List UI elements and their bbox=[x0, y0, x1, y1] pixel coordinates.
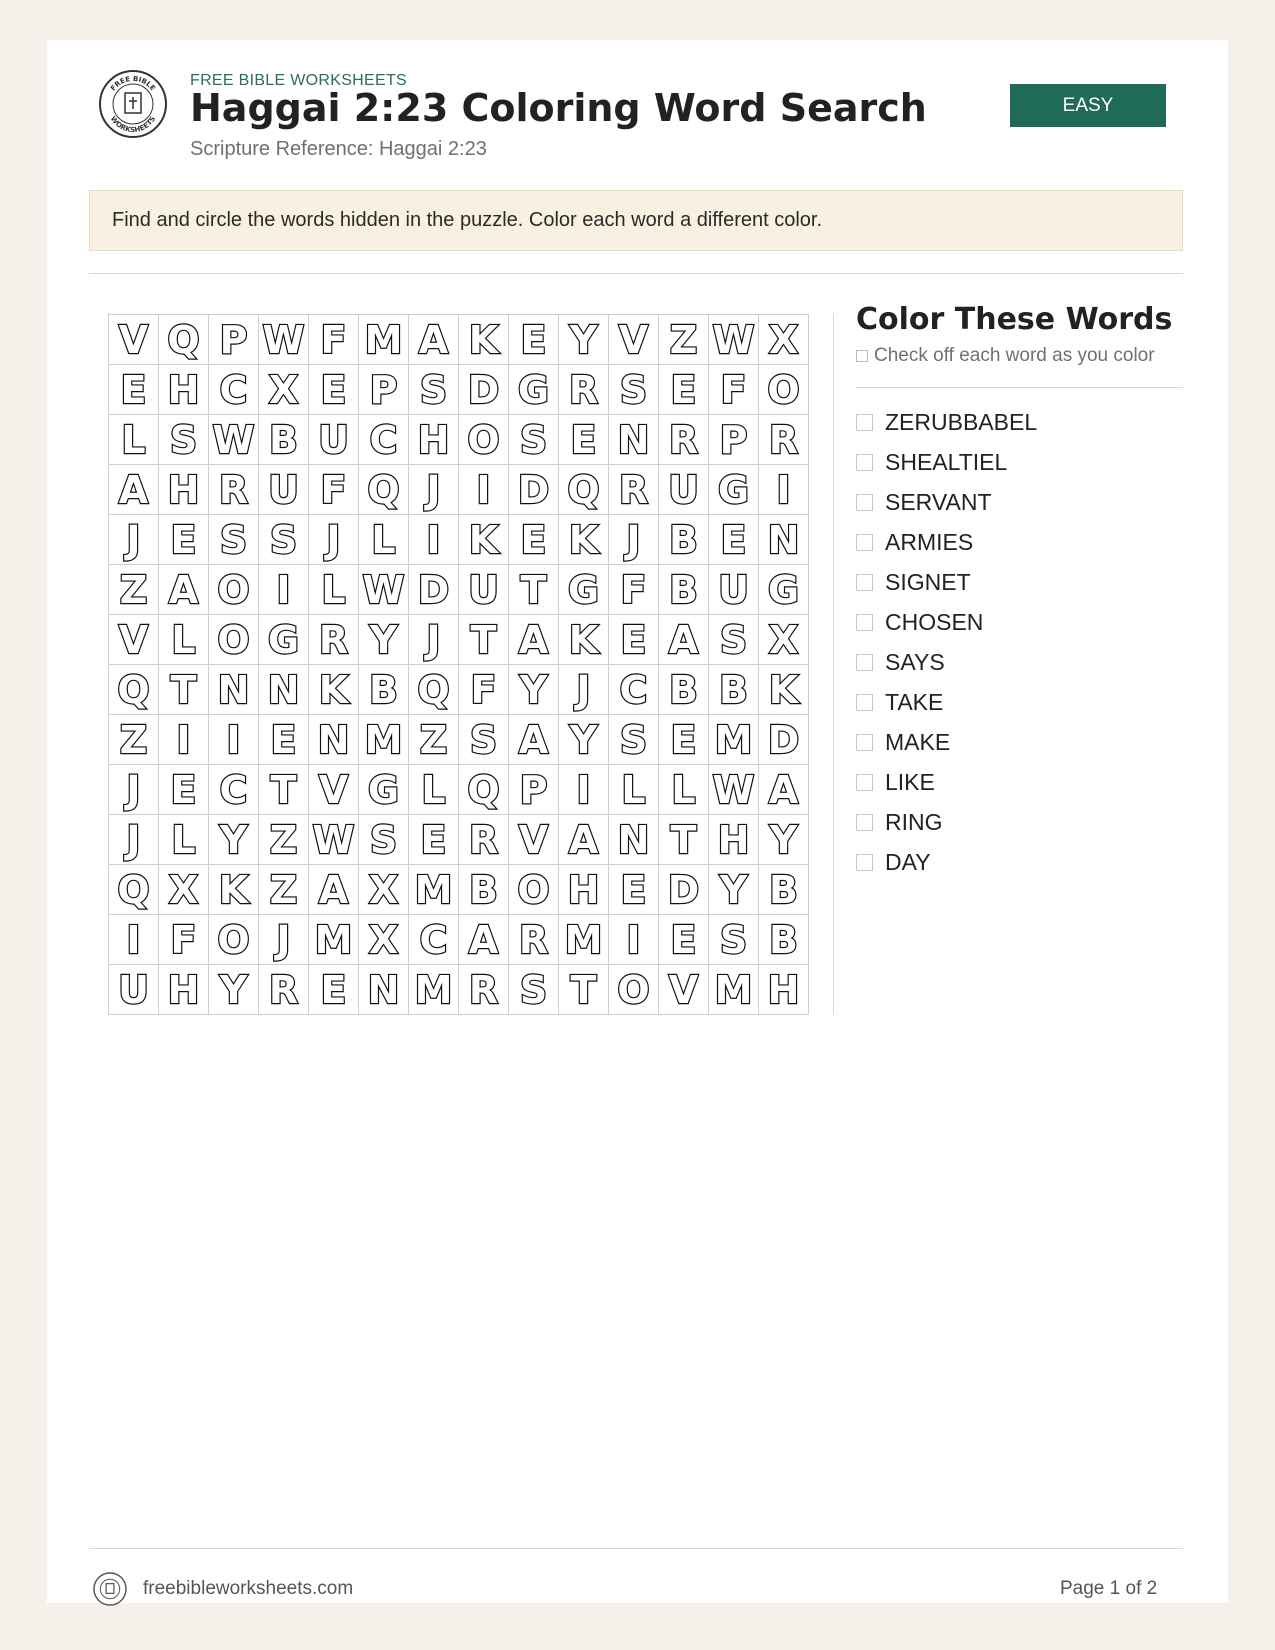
word-item[interactable] bbox=[856, 762, 1037, 802]
grid-cell[interactable]: R bbox=[459, 965, 509, 1015]
grid-cell[interactable]: F bbox=[459, 665, 509, 715]
scripture-reference: Scripture Reference: Haggai 2:23 bbox=[190, 138, 487, 160]
grid-cell[interactable]: Z bbox=[259, 865, 309, 915]
grid-cell[interactable]: A bbox=[559, 815, 609, 865]
grid-cell[interactable]: D bbox=[409, 565, 459, 615]
grid-cell[interactable]: M bbox=[359, 315, 409, 365]
grid-cell[interactable]: O bbox=[759, 365, 809, 415]
grid-cell[interactable]: E bbox=[159, 515, 209, 565]
grid-cell[interactable]: U bbox=[259, 465, 309, 515]
grid-cell[interactable]: E bbox=[109, 365, 159, 415]
grid-cell[interactable]: O bbox=[459, 415, 509, 465]
grid-cell[interactable]: O bbox=[509, 865, 559, 915]
grid-cell[interactable]: B bbox=[659, 515, 709, 565]
logo-bible-icon bbox=[98, 69, 168, 139]
grid-cell[interactable]: M bbox=[359, 715, 409, 765]
grid-cell[interactable]: P bbox=[509, 765, 559, 815]
grid-cell[interactable]: V bbox=[109, 615, 159, 665]
grid-cell[interactable]: E bbox=[259, 715, 309, 765]
grid-cell[interactable]: H bbox=[759, 965, 809, 1015]
grid-cell[interactable]: O bbox=[209, 615, 259, 665]
page-title: Haggai 2:23 Coloring Word Search bbox=[190, 86, 927, 130]
grid-cell[interactable]: O bbox=[609, 965, 659, 1015]
grid-cell[interactable]: T bbox=[509, 565, 559, 615]
grid-cell[interactable]: P bbox=[709, 415, 759, 465]
grid-cell[interactable]: P bbox=[209, 315, 259, 365]
grid-cell[interactable]: Z bbox=[109, 565, 159, 615]
word-item[interactable] bbox=[856, 562, 1037, 602]
word-label: DAY bbox=[885, 848, 931, 875]
grid-cell[interactable]: E bbox=[709, 515, 759, 565]
grid-cell[interactable]: I bbox=[759, 465, 809, 515]
grid-cell[interactable]: B bbox=[759, 915, 809, 965]
difficulty-badge: EASY bbox=[1010, 84, 1166, 127]
grid-cell[interactable]: C bbox=[209, 765, 259, 815]
grid-cell[interactable]: H bbox=[159, 465, 209, 515]
grid-cell[interactable]: B bbox=[659, 565, 709, 615]
word-item[interactable] bbox=[856, 722, 1037, 762]
grid-cell[interactable]: T bbox=[259, 765, 309, 815]
grid-cell[interactable]: J bbox=[259, 915, 309, 965]
grid-cell[interactable]: A bbox=[459, 915, 509, 965]
grid-cell[interactable]: H bbox=[159, 965, 209, 1015]
grid-cell[interactable]: L bbox=[109, 415, 159, 465]
word-bank-subtitle bbox=[856, 345, 1155, 367]
grid-cell[interactable]: L bbox=[359, 515, 409, 565]
grid-cell[interactable]: L bbox=[409, 765, 459, 815]
grid-cell[interactable]: J bbox=[609, 515, 659, 565]
word-bank-subtitle-text: Check off each word as you color bbox=[874, 345, 1155, 366]
grid-cell[interactable]: E bbox=[159, 765, 209, 815]
grid-cell[interactable]: I bbox=[459, 465, 509, 515]
grid-cell[interactable]: U bbox=[459, 565, 509, 615]
grid-cell[interactable]: M bbox=[709, 715, 759, 765]
grid-cell[interactable]: S bbox=[259, 515, 309, 565]
grid-cell[interactable]: R bbox=[759, 415, 809, 465]
grid-cell[interactable]: C bbox=[359, 415, 409, 465]
grid-cell[interactable]: K bbox=[559, 515, 609, 565]
worksheet-page bbox=[47, 40, 1228, 1603]
word-checkbox[interactable] bbox=[856, 574, 873, 591]
word-item[interactable] bbox=[856, 402, 1037, 442]
grid-cell[interactable]: B bbox=[709, 665, 759, 715]
grid-cell[interactable]: L bbox=[659, 765, 709, 815]
word-item[interactable] bbox=[856, 642, 1037, 682]
grid-cell[interactable]: F bbox=[309, 315, 359, 365]
grid-cell[interactable]: N bbox=[609, 815, 659, 865]
grid-cell[interactable]: S bbox=[609, 365, 659, 415]
grid-cell[interactable]: A bbox=[409, 315, 459, 365]
grid-cell[interactable]: D bbox=[659, 865, 709, 915]
grid-cell[interactable]: J bbox=[409, 465, 459, 515]
grid-cell[interactable]: I bbox=[209, 715, 259, 765]
grid-cell[interactable]: Y bbox=[709, 865, 759, 915]
grid-cell[interactable]: K bbox=[759, 665, 809, 715]
grid-cell[interactable]: Q bbox=[109, 865, 159, 915]
grid-cell[interactable]: Q bbox=[359, 465, 409, 515]
grid-cell[interactable]: M bbox=[309, 915, 359, 965]
footer-divider bbox=[89, 1548, 1183, 1549]
footer-logo-icon bbox=[93, 1572, 127, 1606]
word-label: RING bbox=[885, 808, 943, 835]
grid-cell[interactable]: A bbox=[109, 465, 159, 515]
grid-cell[interactable]: L bbox=[609, 765, 659, 815]
grid-cell[interactable]: N bbox=[359, 965, 409, 1015]
grid-cell[interactable]: X bbox=[259, 365, 309, 415]
grid-cell[interactable]: Z bbox=[409, 715, 459, 765]
grid-cell[interactable]: U bbox=[659, 465, 709, 515]
grid-cell[interactable]: R bbox=[559, 365, 609, 415]
grid-cell[interactable]: Q bbox=[409, 665, 459, 715]
grid-cell[interactable]: S bbox=[609, 715, 659, 765]
grid-cell[interactable]: T bbox=[659, 815, 709, 865]
grid-cell[interactable]: R bbox=[659, 415, 709, 465]
grid-cell[interactable]: E bbox=[309, 965, 359, 1015]
grid-cell[interactable]: Q bbox=[159, 315, 209, 365]
checkbox-icon bbox=[856, 350, 868, 362]
grid-cell[interactable]: U bbox=[309, 415, 359, 465]
grid-cell[interactable]: S bbox=[409, 365, 459, 415]
word-search-grid bbox=[108, 314, 809, 1015]
grid-cell[interactable]: B bbox=[659, 665, 709, 715]
word-checkbox[interactable] bbox=[856, 614, 873, 631]
word-checkbox[interactable] bbox=[856, 494, 873, 511]
word-bank-list bbox=[856, 402, 1037, 882]
grid-cell[interactable]: F bbox=[609, 565, 659, 615]
grid-cell[interactable]: A bbox=[759, 765, 809, 815]
grid-cell[interactable]: X bbox=[359, 865, 409, 915]
grid-cell[interactable]: V bbox=[609, 315, 659, 365]
grid-cell[interactable]: N bbox=[259, 665, 309, 715]
grid-cell[interactable]: N bbox=[309, 715, 359, 765]
footer-site: freebibleworksheets.com bbox=[143, 1578, 354, 1599]
grid-cell[interactable]: C bbox=[609, 665, 659, 715]
grid-cell[interactable]: T bbox=[159, 665, 209, 715]
grid-cell[interactable]: U bbox=[709, 565, 759, 615]
grid-cell[interactable]: Y bbox=[559, 315, 609, 365]
grid-cell[interactable]: N bbox=[759, 515, 809, 565]
grid-cell[interactable]: A bbox=[159, 565, 209, 615]
grid-cell[interactable]: I bbox=[159, 715, 209, 765]
word-label: CHOSEN bbox=[885, 608, 984, 635]
grid-cell[interactable]: W bbox=[709, 315, 759, 365]
grid-cell[interactable]: S bbox=[359, 815, 409, 865]
logo-text-bottom: WORKSHEETS bbox=[108, 114, 158, 135]
grid-cell[interactable]: M bbox=[409, 865, 459, 915]
word-checkbox[interactable] bbox=[856, 414, 873, 431]
grid-cell[interactable]: E bbox=[509, 515, 559, 565]
grid-cell[interactable]: J bbox=[559, 665, 609, 715]
grid-cell[interactable]: H bbox=[409, 415, 459, 465]
grid-cell[interactable]: Z bbox=[659, 315, 709, 365]
grid-cell[interactable]: V bbox=[509, 815, 559, 865]
grid-cell[interactable]: E bbox=[409, 815, 459, 865]
grid-cell[interactable]: A bbox=[509, 615, 559, 665]
grid-cell[interactable]: Z bbox=[109, 715, 159, 765]
grid-cell[interactable]: Q bbox=[559, 465, 609, 515]
word-label: ARMIES bbox=[885, 528, 974, 555]
grid-cell[interactable]: E bbox=[559, 415, 609, 465]
grid-cell[interactable]: C bbox=[409, 915, 459, 965]
grid-cell[interactable]: X bbox=[159, 865, 209, 915]
grid-cell[interactable]: W bbox=[359, 565, 409, 615]
grid-cell[interactable]: G bbox=[709, 465, 759, 515]
grid-cell[interactable]: N bbox=[609, 415, 659, 465]
logo-text-top: FREE BIBLE bbox=[109, 74, 157, 93]
grid-cell[interactable]: E bbox=[309, 365, 359, 415]
grid-cell[interactable]: F bbox=[709, 365, 759, 415]
grid-cell[interactable]: I bbox=[559, 765, 609, 815]
grid-cell[interactable]: Y bbox=[509, 665, 559, 715]
grid-cell[interactable]: X bbox=[359, 915, 409, 965]
grid-cell[interactable]: G bbox=[359, 765, 409, 815]
grid-cell[interactable]: M bbox=[709, 965, 759, 1015]
word-checkbox[interactable] bbox=[856, 814, 873, 831]
grid-cell[interactable]: G bbox=[259, 615, 309, 665]
word-label: SAYS bbox=[885, 648, 945, 675]
grid-cell[interactable]: B bbox=[759, 865, 809, 915]
grid-cell[interactable]: I bbox=[259, 565, 309, 615]
grid-cell[interactable]: E bbox=[659, 915, 709, 965]
grid-cell[interactable]: O bbox=[209, 565, 259, 615]
grid-cell[interactable]: S bbox=[159, 415, 209, 465]
grid-cell[interactable]: E bbox=[659, 365, 709, 415]
grid-cell[interactable]: R bbox=[309, 615, 359, 665]
grid-cell[interactable]: F bbox=[159, 915, 209, 965]
grid-cell[interactable]: L bbox=[159, 815, 209, 865]
grid-cell[interactable]: Z bbox=[259, 815, 309, 865]
grid-cell[interactable]: E bbox=[659, 715, 709, 765]
word-item[interactable] bbox=[856, 682, 1037, 722]
word-checkbox[interactable] bbox=[856, 454, 873, 471]
grid-cell[interactable]: D bbox=[459, 365, 509, 415]
grid-cell[interactable]: T bbox=[459, 615, 509, 665]
grid-cell[interactable]: L bbox=[309, 565, 359, 615]
grid-cell[interactable]: S bbox=[459, 715, 509, 765]
word-checkbox[interactable] bbox=[856, 734, 873, 751]
word-checkbox[interactable] bbox=[856, 654, 873, 671]
grid-cell[interactable]: O bbox=[209, 915, 259, 965]
grid-cell[interactable]: R bbox=[459, 815, 509, 865]
grid-cell[interactable]: W bbox=[709, 765, 759, 815]
grid-cell[interactable]: M bbox=[559, 915, 609, 965]
grid-cell[interactable]: B bbox=[459, 865, 509, 915]
grid-cell[interactable]: V bbox=[309, 765, 359, 815]
divider bbox=[856, 387, 1183, 388]
grid-cell[interactable]: H bbox=[559, 865, 609, 915]
word-checkbox[interactable] bbox=[856, 854, 873, 871]
word-checkbox[interactable] bbox=[856, 774, 873, 791]
grid-cell[interactable]: S bbox=[509, 415, 559, 465]
grid-cell[interactable]: X bbox=[759, 615, 809, 665]
grid-cell[interactable]: Y bbox=[209, 965, 259, 1015]
grid-cell[interactable]: T bbox=[559, 965, 609, 1015]
grid-cell[interactable]: K bbox=[459, 515, 509, 565]
grid-cell[interactable]: G bbox=[759, 565, 809, 615]
grid-cell[interactable]: G bbox=[559, 565, 609, 615]
word-checkbox[interactable] bbox=[856, 694, 873, 711]
grid-cell[interactable]: V bbox=[659, 965, 709, 1015]
grid-cell[interactable]: S bbox=[709, 915, 759, 965]
word-item[interactable] bbox=[856, 802, 1037, 842]
grid-cell[interactable]: H bbox=[709, 815, 759, 865]
grid-cell[interactable]: C bbox=[209, 365, 259, 415]
grid-cell[interactable]: B bbox=[359, 665, 409, 715]
grid-cell[interactable]: J bbox=[309, 515, 359, 565]
grid-cell[interactable]: K bbox=[559, 615, 609, 665]
grid-cell[interactable]: W bbox=[309, 815, 359, 865]
word-label: TAKE bbox=[885, 688, 944, 715]
grid-cell[interactable]: I bbox=[409, 515, 459, 565]
grid-cell[interactable]: J bbox=[109, 765, 159, 815]
grid-cell[interactable]: N bbox=[209, 665, 259, 715]
grid-cell[interactable]: P bbox=[359, 365, 409, 415]
grid-cell[interactable]: Q bbox=[459, 765, 509, 815]
word-label: SERVANT bbox=[885, 488, 992, 515]
grid-cell[interactable]: Y bbox=[209, 815, 259, 865]
word-checkbox[interactable] bbox=[856, 534, 873, 551]
instructions-text: Find and circle the words hidden in the puzzle. Color each word a different color. bbox=[112, 209, 823, 231]
grid-cell[interactable]: A bbox=[659, 615, 709, 665]
word-item[interactable] bbox=[856, 842, 1037, 882]
grid-cell[interactable]: D bbox=[759, 715, 809, 765]
grid-cell[interactable]: Q bbox=[109, 665, 159, 715]
grid-cell[interactable]: G bbox=[509, 365, 559, 415]
grid-cell[interactable]: K bbox=[309, 665, 359, 715]
grid-cell[interactable]: B bbox=[259, 415, 309, 465]
word-bank-title: Color These Words bbox=[856, 302, 1173, 337]
grid-cell[interactable]: W bbox=[259, 315, 309, 365]
grid-cell[interactable]: I bbox=[609, 915, 659, 965]
grid-cell[interactable]: D bbox=[509, 465, 559, 515]
grid-cell[interactable]: K bbox=[459, 315, 509, 365]
brand-label: FREE BIBLE WORKSHEETS bbox=[190, 72, 408, 89]
grid-cell[interactable]: A bbox=[309, 865, 359, 915]
grid-cell[interactable]: Y bbox=[559, 715, 609, 765]
grid-cell[interactable]: E bbox=[609, 865, 659, 915]
vertical-divider bbox=[833, 313, 834, 1015]
grid-cell[interactable]: R bbox=[509, 915, 559, 965]
grid-cell[interactable]: F bbox=[309, 465, 359, 515]
grid-cell[interactable]: E bbox=[509, 315, 559, 365]
grid-cell[interactable]: X bbox=[759, 315, 809, 365]
word-label: MAKE bbox=[885, 728, 951, 755]
word-label: LIKE bbox=[885, 768, 935, 795]
divider bbox=[89, 273, 1183, 274]
grid-cell[interactable]: E bbox=[609, 615, 659, 665]
grid-cell[interactable]: S bbox=[709, 615, 759, 665]
grid-cell[interactable]: S bbox=[509, 965, 559, 1015]
grid-cell[interactable]: U bbox=[109, 965, 159, 1015]
grid-cell[interactable]: M bbox=[409, 965, 459, 1015]
grid-cell[interactable]: A bbox=[509, 715, 559, 765]
grid-cell[interactable]: J bbox=[109, 515, 159, 565]
grid-cell[interactable]: R bbox=[609, 465, 659, 515]
grid-cell[interactable]: J bbox=[109, 815, 159, 865]
grid-cell[interactable]: Y bbox=[359, 615, 409, 665]
word-item[interactable] bbox=[856, 482, 1037, 522]
page-number: Page 1 of 2 bbox=[1060, 1578, 1158, 1599]
word-label: SHEALTIEL bbox=[885, 448, 1008, 475]
grid-cell[interactable]: W bbox=[209, 415, 259, 465]
grid-cell[interactable]: I bbox=[109, 915, 159, 965]
word-label: ZERUBBABEL bbox=[885, 408, 1038, 435]
grid-cell[interactable]: J bbox=[409, 615, 459, 665]
grid-cell[interactable]: R bbox=[209, 465, 259, 515]
instructions-box bbox=[89, 190, 1183, 251]
grid-cell[interactable]: H bbox=[159, 365, 209, 415]
grid-cell[interactable]: S bbox=[209, 515, 259, 565]
grid-cell[interactable]: V bbox=[109, 315, 159, 365]
grid-cell[interactable]: K bbox=[209, 865, 259, 915]
grid-cell[interactable]: R bbox=[259, 965, 309, 1015]
word-item[interactable] bbox=[856, 602, 1037, 642]
word-label: SIGNET bbox=[885, 568, 971, 595]
grid-cell[interactable]: L bbox=[159, 615, 209, 665]
word-item[interactable] bbox=[856, 442, 1037, 482]
word-item[interactable] bbox=[856, 522, 1037, 562]
grid-cell[interactable]: Y bbox=[759, 815, 809, 865]
